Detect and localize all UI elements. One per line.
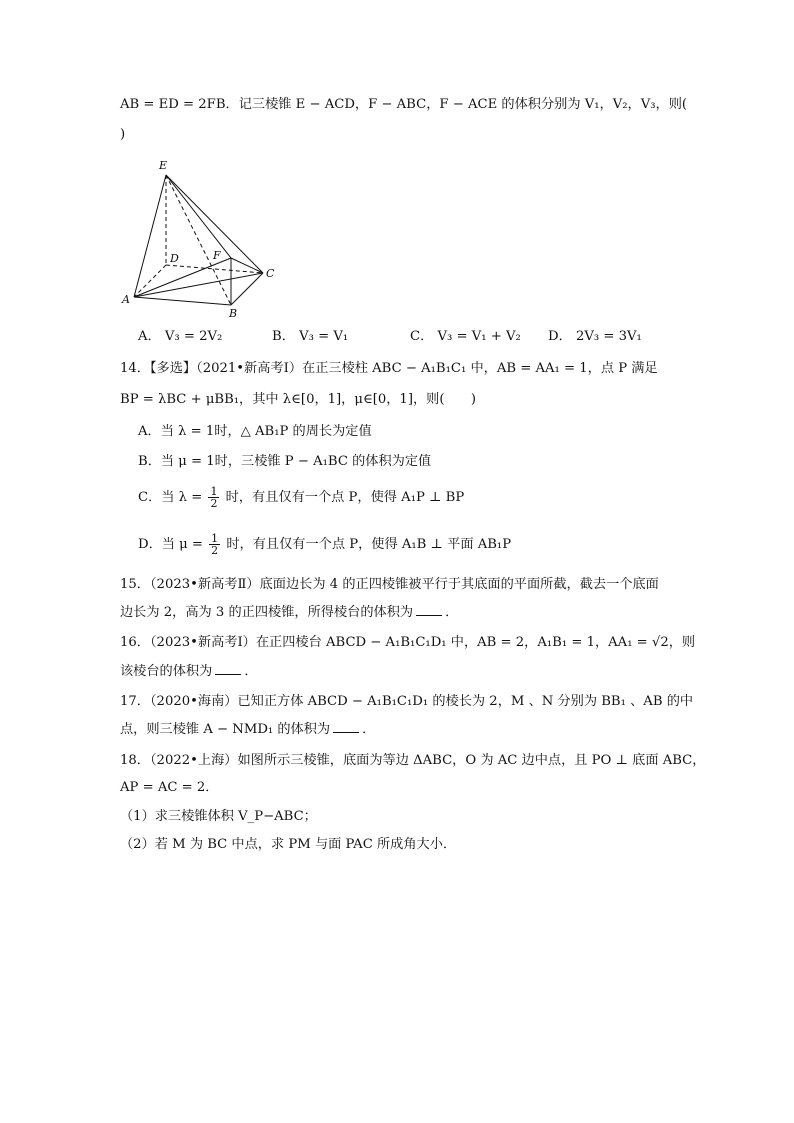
q14-stem-line1: 14．【多选】（2021•新高考Ⅰ）在正三棱柱 ABC − A₁B₁C₁ 中，AB = AA₁ = 1，点 P 满足 [120, 361, 658, 376]
q16-stem-line2: 该棱台的体积为 ． [120, 664, 258, 679]
q13-stem-line1: AB = ED = 2FB．记三棱锥 E − ACD，F − ABC，F − ACE 的体积分别为 V₁，V₂，V₃，则( [120, 97, 688, 112]
q14-stem-line2: BP = λBC + μBB₁，其中 λ∈[0，1]，μ∈[0，1]，则( ) [120, 392, 477, 407]
label-E: E [159, 159, 168, 172]
q15-stem-line1: 15．（2023•新高考Ⅱ）底面边长为 4 的正四棱锥被平行于其底面的平面所截，截去一个底面 [120, 577, 659, 592]
q14-option-c [138, 486, 464, 509]
q13-option-d: D． 2V₃ = 3V₁ [548, 329, 642, 344]
q17-stem-line2: 点，则三棱锥 A − NMD₁ 的体积为 ． [120, 722, 376, 737]
label-B: B [229, 307, 238, 320]
q14-option-a: A．当 λ = 1时，△ AB₁P 的周长为定值 [138, 424, 372, 439]
q14-option-d [138, 533, 511, 556]
edge-AB [134, 297, 231, 305]
q17-stem-line1: 17．（2020•海南）已知正方体 ABCD − A₁B₁C₁D₁ 的棱长为 2，M 、N 分别为 BB₁ 、AB 的中 [120, 694, 694, 709]
q15-answer-blank[interactable] [416, 603, 442, 616]
q14-option-c-post: 时，有且仅有一个点 P，使得 A₁P ⊥ BP [225, 490, 465, 505]
edge-EF [166, 175, 231, 258]
q14-option-c-fraction: $\frac{1}{2}$ [210, 485, 218, 510]
q14-option-d-fraction: $\frac{1}{2}$ [211, 532, 219, 557]
q14-option-b: B．当 μ = 1时，三棱锥 P − A₁BC 的体积为定值 [138, 454, 432, 469]
label-C: C [266, 267, 275, 280]
q13-option-a: A． V₃ = 2V₂ [138, 329, 223, 344]
q13-stem-line2: ) [120, 127, 126, 142]
q18-part1: （1）求三棱锥体积 V_P−ABC； [120, 809, 317, 824]
edge-EA [134, 175, 166, 297]
label-D: D [170, 252, 179, 265]
label-A: A [122, 293, 130, 306]
q18-stem-line2: AP = AC = 2． [120, 780, 219, 795]
q13-pyramid-figure [118, 155, 288, 320]
q15-stem-line2: 边长为 2，高为 3 的正四棱锥，所得棱台的体积为 ． [120, 605, 459, 620]
edge-AC [134, 273, 263, 297]
q14-option-d-post: 时，有且仅有一个点 P，使得 A₁B ⊥ 平面 AB₁P [226, 537, 512, 552]
q14-option-c-pre: C．当 λ = [138, 490, 203, 505]
q13-option-c: C． V₃ = V₁ + V₂ [410, 329, 521, 344]
q16-answer-blank[interactable] [215, 662, 241, 675]
label-F: F [213, 249, 221, 262]
q18-part2: （2）若 M 为 BC 中点，求 PM 与面 PAC 所成角大小． [120, 837, 457, 852]
edge-AF [134, 258, 231, 297]
q13-option-b: B． V₃ = V₁ [272, 329, 349, 344]
q17-answer-blank[interactable] [333, 720, 359, 733]
q18-stem-line1: 18．（2022•上海）如图所示三棱锥，底面为等边 ΔABC，O 为 AC 边中点，且 PO ⊥ 底面 ABC， [120, 753, 706, 768]
q14-option-d-pre: D．当 μ = [138, 537, 203, 552]
q16-stem-line1: 16．（2023•新高考Ⅰ）在正四棱台 ABCD − A₁B₁C₁D₁ 中，AB = 2，A₁B₁ = 1，AA₁ = √2，则 [120, 635, 696, 650]
